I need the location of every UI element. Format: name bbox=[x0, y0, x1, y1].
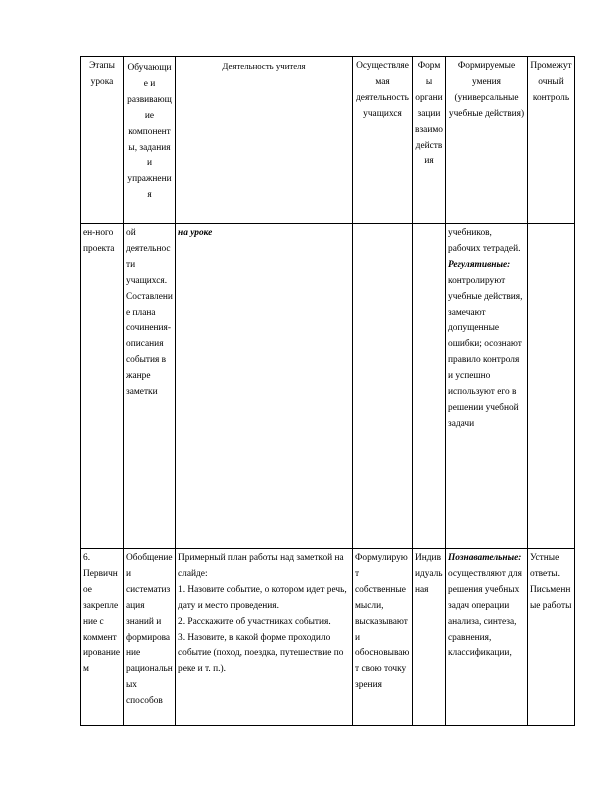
cell-forms bbox=[413, 224, 446, 549]
cell-student-activity: Формулируют собственные мысли, высказывают и обосновывают свою точку зрения bbox=[353, 549, 413, 726]
header-components: Обучающие и развивающие компоненты, задания и упражнения bbox=[124, 57, 176, 224]
skills-body-text: осуществляют для решения учебных задач операции анализа, синтеза, сравнения, классификации, bbox=[448, 568, 522, 659]
skills-body-text: контролируют учебные действия, замечают допущенные ошибки; осознают правило контроля и успешно используют его в решении учебной задачи bbox=[448, 275, 523, 429]
teacher-plan-item-2: 2. Расскажите об участниках события. bbox=[178, 616, 331, 627]
header-control: Промежуточный контроль bbox=[528, 57, 575, 224]
cell-stage: 6. Первичное закрепление с комментированием bbox=[81, 549, 124, 726]
cell-components: Обобщение и систематизация знаний и формирование рациональных способов bbox=[124, 549, 176, 726]
lesson-table bbox=[80, 56, 575, 726]
cell-skills bbox=[446, 224, 528, 549]
cell-teacher-activity: на уроке bbox=[176, 224, 353, 549]
cell-control bbox=[528, 224, 575, 549]
cell-student-activity bbox=[353, 224, 413, 549]
header-teacher-activity: Деятельность учителя bbox=[176, 57, 353, 224]
teacher-plan-item-3: 3. Назовите, в какой форме проходило событие (поход, поездка, путешествие по реке и т. п.). bbox=[178, 632, 344, 675]
header-stages: Этапы урока bbox=[81, 57, 124, 224]
skills-label-cognitive: Познавательные: bbox=[448, 553, 522, 563]
cell-control: Устные ответы. Письменные работы bbox=[528, 549, 575, 726]
cell-components: ой деятельности учащихся. Составление плана сочинения-описания события в жанре заметки bbox=[124, 224, 176, 549]
teacher-plan-intro: Примерный план работы над заметкой на слайде: bbox=[178, 553, 344, 579]
header-interaction-forms: Формы организации взаимодействия bbox=[413, 57, 446, 224]
teacher-plan-item-1: 1. Назовите событие, о котором идет речь, дату и место проведения. bbox=[178, 584, 347, 611]
skills-top-text: учебников, рабочих тетрадей. bbox=[448, 228, 521, 254]
cell-skills bbox=[446, 549, 528, 726]
header-skills: Формируемые умения (универсальные учебные действия) bbox=[446, 57, 528, 224]
cell-forms: Индивидуальная bbox=[413, 549, 446, 726]
cell-stage: ен-ного проекта bbox=[81, 224, 124, 549]
table-row bbox=[81, 224, 575, 549]
cell-teacher-activity bbox=[176, 549, 353, 726]
header-student-activity: Осуществляемая деятельность учащихся bbox=[353, 57, 413, 224]
skills-label-regulatory: Регулятивные: bbox=[448, 259, 511, 270]
table-row bbox=[81, 549, 575, 726]
table-header-row bbox=[81, 57, 575, 224]
